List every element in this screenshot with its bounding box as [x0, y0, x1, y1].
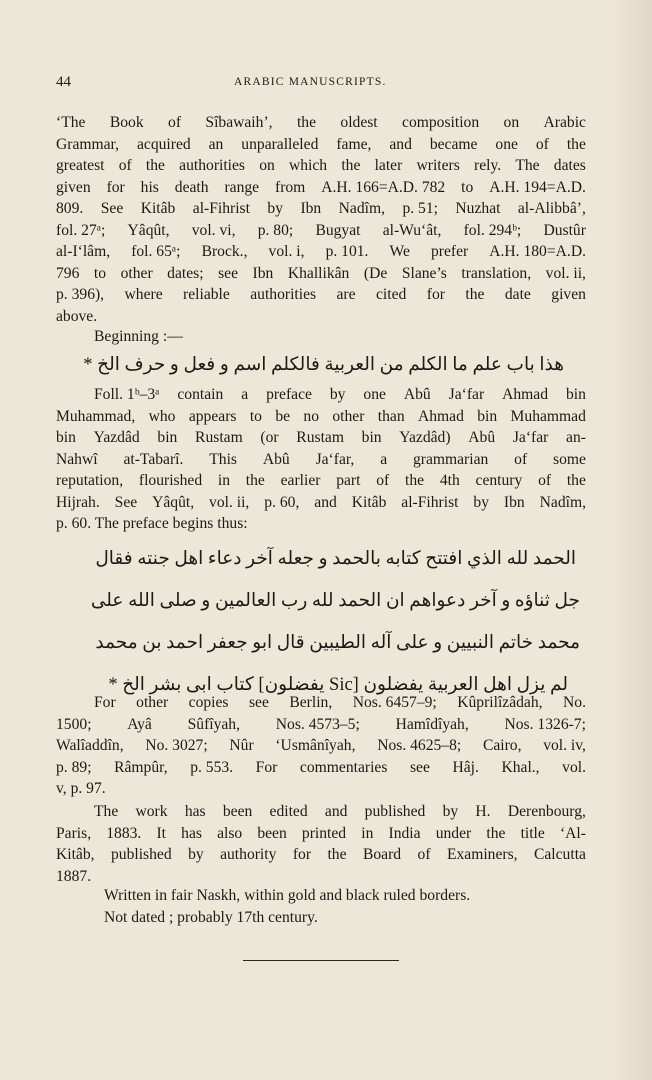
word: authority [220, 846, 277, 863]
word: 1883. [106, 824, 142, 842]
word: range [224, 178, 260, 196]
word: bin [565, 386, 586, 403]
word: See [114, 493, 138, 511]
word: Kûprilîzâdah, [457, 694, 543, 711]
word: Examiners, [446, 846, 518, 863]
word: of [168, 114, 182, 131]
word: flourished [138, 472, 203, 489]
word: published [364, 803, 426, 820]
arabic-line: لم يزل اهل العربية يفضلون [Sic يفضلون] كتاب ابى بشر الخ * [108, 675, 568, 695]
word: Nos. 4625–8; [377, 737, 462, 754]
word: (or [260, 429, 279, 446]
word: Ibn [503, 493, 525, 511]
word: Nadîm, [539, 493, 586, 511]
word: been [257, 824, 287, 842]
word: p. 553. [190, 758, 234, 776]
word: Slane’s [401, 264, 447, 282]
word: commentaries [299, 758, 388, 776]
word: Hamîdîyah, [395, 715, 469, 733]
word: dates; [167, 264, 204, 282]
text-line [56, 263, 586, 285]
word: the [486, 824, 506, 842]
closing-rule [243, 960, 399, 961]
word: p. 101. [325, 243, 369, 260]
word: Muhammad [510, 407, 586, 425]
text-line [56, 406, 586, 428]
word: Abû [403, 386, 431, 403]
word: greatest [56, 157, 105, 174]
word: unparalleled [241, 135, 319, 153]
word: by [329, 386, 346, 403]
word: ‘Al- [559, 824, 586, 842]
word: The [94, 803, 119, 820]
text-line [56, 866, 586, 888]
word: preface [122, 515, 169, 532]
word: For [94, 694, 116, 711]
page-header [56, 74, 586, 94]
word: Nûr [229, 737, 254, 754]
word: who [148, 407, 176, 425]
word: reputation, [56, 472, 124, 489]
word: Foll. 1ᵇ–3ᵃ [94, 386, 160, 403]
word: No. 3027; [145, 737, 208, 754]
word: fol. 65ᵃ; [131, 243, 181, 260]
word: translation, [461, 264, 532, 282]
text-line [56, 241, 586, 263]
word: to [93, 264, 107, 282]
word: Khallikân [287, 264, 350, 282]
text-line [56, 801, 586, 823]
word: see [248, 694, 269, 711]
word: appears [188, 407, 237, 425]
paragraph-other-copies [56, 692, 586, 800]
word: printed [301, 824, 347, 842]
word: are [336, 286, 356, 303]
word: Ibn [252, 264, 274, 282]
word: authorities [250, 286, 317, 303]
word: death [174, 178, 209, 196]
word: Nuzhat [455, 200, 501, 217]
word: work [135, 803, 168, 820]
word: Muhammad, [56, 407, 136, 425]
text-line [56, 692, 586, 714]
text-line [56, 778, 586, 800]
word: the [341, 157, 361, 174]
word: Ja‘far [512, 429, 549, 446]
word: 1887. [56, 867, 92, 885]
word: Kitâb [351, 493, 387, 511]
word: rely. [474, 157, 502, 174]
word: writers [416, 157, 460, 174]
word: This [209, 450, 237, 468]
word: other [120, 264, 153, 282]
word: for [106, 178, 125, 196]
word: Nos. 6457–9; [352, 694, 437, 711]
word: where [124, 286, 163, 303]
word: of [417, 846, 431, 863]
word: We [389, 243, 410, 260]
word: Bugyat [315, 221, 361, 239]
paragraph-editions [56, 801, 586, 887]
word: of [538, 472, 552, 489]
word: for [292, 846, 312, 863]
word: vol. i, [268, 243, 305, 260]
beginning-arabic-text: هذا باب علم ما الكلم من العربية فالكلم اسم و فعل و حرف الخ * [83, 354, 564, 375]
word: Rustam [195, 429, 243, 446]
word: Ayâ [127, 715, 152, 733]
word: Kitâb [140, 200, 176, 217]
word: the [145, 157, 165, 174]
word: Sîbawaih’, [205, 114, 273, 131]
text-line [56, 735, 586, 757]
word: in [217, 472, 231, 489]
word: from [275, 178, 306, 196]
word: the [566, 472, 586, 489]
word: Abû [468, 429, 496, 446]
word: a [241, 386, 249, 403]
word: bin [56, 429, 76, 446]
word: Walîaddîn, [56, 737, 124, 754]
word: to [249, 407, 262, 425]
word: begins [172, 515, 214, 532]
word: one [363, 386, 386, 403]
text-line [56, 112, 586, 134]
manuscript-notes [56, 885, 586, 928]
word: Ahmad [502, 386, 548, 403]
word: published [110, 846, 172, 863]
word: al-Fihrist [401, 493, 459, 511]
word: the [405, 472, 425, 489]
word: title [520, 824, 545, 842]
word: by [442, 803, 459, 820]
word: Ja‘far, [315, 450, 355, 468]
word: al-Fihrist [192, 200, 250, 217]
word: fol. 294ᵇ; [463, 221, 522, 239]
word: Arabic [543, 114, 586, 131]
word: copies [188, 694, 229, 711]
word: ‘The [56, 114, 86, 131]
word: acquired [136, 135, 191, 153]
word: Cairo, [482, 737, 522, 754]
word: No. [563, 694, 586, 711]
word: The [515, 157, 540, 174]
text-line [56, 513, 586, 535]
word: by [473, 493, 489, 511]
word: Sûfîyah, [187, 715, 241, 733]
beginning-label: Beginning :— [94, 328, 183, 345]
word: date [504, 286, 531, 303]
word: vol. ii, [545, 264, 586, 282]
arabic-line: محمد خاتم النبيين و على آله الطيبين قال ابو جعفر احمد بن محمد [95, 633, 580, 653]
word: Abû [262, 450, 290, 468]
word: at-Tabarî. [123, 450, 184, 468]
word: of [118, 157, 132, 174]
word: Derenbourg, [507, 803, 586, 820]
text-line [56, 427, 586, 449]
word: al-I‘lâm, [56, 243, 111, 260]
word: on [503, 114, 520, 131]
word: al-Alibbâ’, [517, 200, 586, 217]
script-description: Written in fair Naskh, within gold and black ruled borders. [104, 887, 471, 904]
word: contain [177, 386, 224, 403]
word: H. [475, 803, 491, 820]
word: Hijrah. [56, 493, 100, 511]
word: Kitâb, [56, 846, 95, 863]
word: for [426, 286, 445, 303]
word: 809. [56, 200, 84, 217]
text-line [56, 384, 586, 406]
word: India [388, 824, 421, 842]
text-line [56, 470, 586, 492]
word: Dustûr [543, 221, 586, 239]
word: A.H. 194=A.D. [489, 178, 586, 196]
word: became [429, 135, 478, 153]
word: 1500; [56, 715, 92, 733]
word: vol. vi, [191, 221, 236, 239]
word: Yâqût, [127, 221, 170, 239]
running-title: ARABIC MANUSCRIPTS. [234, 76, 387, 88]
word: p. 60. [56, 515, 92, 532]
text-line [56, 306, 586, 328]
word: earlier [280, 472, 321, 489]
word: A.H. 180=A.D. [489, 243, 586, 260]
word: Book [109, 114, 144, 131]
word: Ja‘far [448, 386, 485, 403]
word: vol. iv, [543, 737, 586, 754]
paragraph-sibawaih [56, 112, 586, 327]
text-line [56, 714, 586, 736]
word: See [100, 200, 124, 217]
word: see [218, 264, 238, 282]
word: Yazdâd [93, 429, 140, 446]
word: p. 89; [56, 758, 92, 776]
word: Ibn [300, 200, 322, 217]
word: Nadîm, [338, 200, 386, 217]
text-line [56, 155, 586, 177]
text-line [56, 134, 586, 156]
word: the [465, 286, 485, 303]
word: the [566, 135, 586, 153]
word: grammarian [412, 450, 489, 468]
word: an [208, 135, 224, 153]
word: given [56, 178, 91, 196]
word: by [188, 846, 204, 863]
word: p. 80; [257, 221, 294, 239]
word: of [376, 472, 390, 489]
word: fame, [336, 135, 372, 153]
word: above. [56, 307, 98, 325]
text-line [56, 844, 586, 866]
preface-arabic-block [56, 538, 586, 706]
paragraph-preface [56, 384, 586, 535]
word: be [275, 407, 291, 425]
word: century [475, 472, 523, 489]
text-line [56, 757, 586, 779]
word: vol. [562, 758, 586, 776]
word: and [389, 135, 412, 153]
word: Board [362, 846, 402, 863]
word: been [222, 803, 253, 820]
word: also [217, 824, 243, 842]
word: Nos. 1326-7; [504, 715, 586, 733]
word: Calcutta [533, 846, 586, 863]
word: other [136, 694, 169, 711]
word: vol. ii, [209, 493, 250, 511]
word: p. 60, [264, 493, 300, 511]
text-line [56, 220, 586, 242]
word: 4th [439, 472, 460, 489]
word: Nos. 4573–5; [275, 715, 360, 733]
word: composition [402, 114, 480, 131]
word: some [553, 450, 586, 468]
text-line [56, 449, 586, 471]
beginning-section [56, 326, 586, 382]
word: in [361, 824, 374, 842]
word: oldest [340, 114, 378, 131]
word: A.H. 166=A.D. 782 [321, 178, 446, 196]
word: reliable [183, 286, 230, 303]
word: ‘Usmânîyah, [275, 737, 356, 754]
word: than [377, 407, 405, 425]
date-note: Not dated ; probably 17th century. [104, 908, 318, 926]
word: Rustam [296, 429, 344, 446]
word: Yazdâd) [399, 429, 451, 446]
word: the [327, 846, 347, 863]
word: the [296, 114, 316, 131]
word: given [551, 286, 586, 303]
word: no [303, 407, 319, 425]
word: p. 396), [56, 286, 105, 303]
word: a [380, 450, 388, 468]
word: Khal., [501, 758, 540, 776]
word: bin [477, 407, 498, 425]
word: and [314, 493, 337, 511]
word: 796 [56, 264, 80, 282]
word: thus: [217, 515, 248, 532]
word: by [267, 200, 283, 217]
word: has [181, 824, 202, 842]
word: v, p. 97. [56, 780, 106, 797]
page-number: 44 [56, 74, 71, 90]
word: For [255, 758, 278, 776]
word: other [332, 407, 365, 425]
word: edited [269, 803, 308, 820]
word: Brock., [201, 243, 248, 260]
word: al-Wu‘ât, [382, 221, 442, 239]
word: his [140, 178, 159, 196]
word: Paris, [56, 824, 92, 842]
word: part [336, 472, 361, 489]
word: fol. 27ᵃ; [56, 221, 106, 239]
word: which [289, 157, 328, 174]
word: to [461, 178, 474, 196]
word: Berlin, [289, 694, 333, 711]
word: Nahwî [56, 450, 98, 468]
word: one [495, 135, 518, 153]
word: Râmpûr, [114, 758, 168, 776]
word: authorities [179, 157, 245, 174]
word: an- [566, 429, 586, 446]
word: p. 51; [402, 200, 438, 217]
word: prefer [430, 243, 469, 260]
word: The [94, 515, 119, 532]
page-edge-shadow [612, 0, 652, 1080]
word: of [514, 450, 528, 468]
word: (De [363, 264, 388, 282]
word: the [245, 472, 265, 489]
word: dates [553, 157, 586, 174]
word: cited [376, 286, 407, 303]
word: has [184, 803, 206, 820]
word: It [156, 824, 166, 842]
word: of [535, 135, 549, 153]
word: see [409, 758, 430, 776]
word: bin [361, 429, 382, 446]
text-line [56, 284, 586, 306]
text-line [56, 492, 586, 514]
text-line [56, 177, 586, 199]
word: bin [157, 429, 178, 446]
text-line [56, 823, 586, 845]
word: Yâqût, [152, 493, 195, 511]
word: Hâj. [452, 758, 479, 776]
word: Grammar, [56, 135, 120, 153]
arabic-line: جل ثناؤه و آخر دعواهم ان الحمد لله رب العالمين و صلى الله على [90, 591, 580, 611]
word: Ahmad [417, 407, 464, 425]
word: later [374, 157, 403, 174]
arabic-line: الحمد لله الذي افتتح كتابه بالحمد و جعله آخر دعاء اهل جنته فقال [95, 549, 576, 569]
word: on [259, 157, 275, 174]
word: preface [266, 386, 312, 403]
text-line [56, 198, 586, 220]
word: under [435, 824, 472, 842]
word: and [324, 803, 348, 820]
